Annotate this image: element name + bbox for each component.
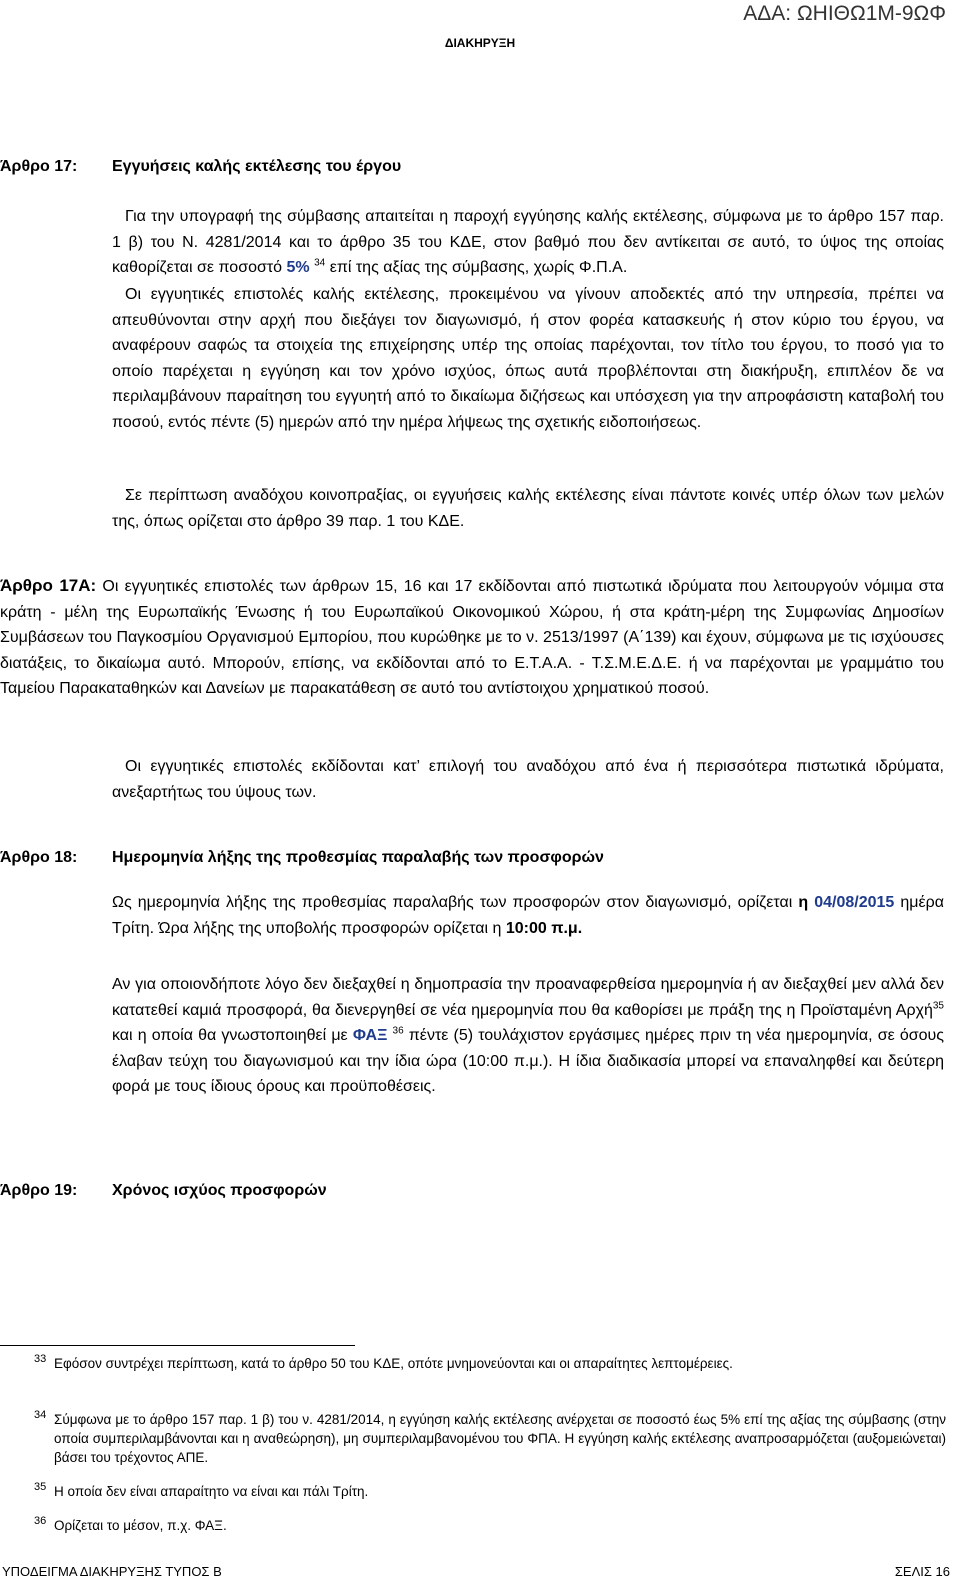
article-17a-paragraph-2: Οι εγγυητικές επιστολές εκδίδονται κατ’ επιλογή του αναδόχου από ένα ή περισσότερα πιστωτικά ιδρύματα, ανεξαρτήτως του ύψους των. bbox=[112, 758, 944, 801]
paragraph-text: ημέρα Τρίτη. Ώρα λήξης της υποβολής προσφορών ορίζεται η bbox=[112, 894, 945, 937]
article-title: Εγγυήσεις καλής εκτέλεσης του έργου bbox=[112, 158, 402, 175]
footnote-number: 33 bbox=[34, 1353, 47, 1365]
header-label: ΔΙΑΚΗΡΥΞΗ bbox=[444, 36, 516, 50]
article-number: Άρθρο 18: bbox=[0, 849, 78, 866]
footnote-divider bbox=[0, 1345, 355, 1346]
paragraph-text: πέντε (5) τουλάχιστον εργάσιμες ημέρες πριν τη νέα ημερομηνία, σε όσους έλαβαν τεύχη του διαγωνισμού και την ίδια ώρα (10:00 π.μ.). Η ίδια διαδικασία μπορεί να επαναληφθεί και δεύτερη φορά με τους ίδιους όρους και προϋποθέσεις. bbox=[112, 1027, 944, 1095]
footnote-text: Η οποία δεν είναι απαραίτητο να είναι και πάλι Τρίτη. bbox=[54, 1484, 369, 1499]
article-number: Άρθρο 19: bbox=[0, 1182, 78, 1199]
footnote-35 bbox=[34, 1482, 946, 1501]
footnote-34 bbox=[34, 1410, 946, 1467]
footnote-number: 35 bbox=[34, 1481, 47, 1493]
footnote-ref: 35 bbox=[932, 1000, 944, 1012]
footnote-33 bbox=[34, 1354, 946, 1373]
article-17-paragraph-2: Οι εγγυητικές επιστολές καλής εκτέλεσης, προκειμένου να γίνουν αποδεκτές από την υπηρεσία, πρέπει να απευθύνονται στην αρχή που διεξάγει τον διαγωνισμό, ή στον φορέα κατασκευής ή στον κύριο του έργου, να αναφέρουν σαφώς τα στοιχεία της επιχείρησης υπέρ της οποίας παρέχονται, τον τίτλο του έργου, το ποσό για το οποίο παρέχεται η εγγύηση και τον χρόνο ισχύος, όπως αυτά προβλέπονται στη διακήρυξη, επιπλέον δε να περιλαμβάνουν παραίτηση του εγγυητή από το δικαίωμα διζήσεως και υπόσχεση για την απροφάσιστη καταβολή του ποσού, εντός πέντε (5) ημερών από την ημέρα λήψεως της σχετικής ειδοποιήσεως. bbox=[112, 286, 944, 431]
footer-document-title: ΥΠΟΔΕΙΓΜΑ ΔΙΑΚΗΡΥΞΗΣ ΤΥΠΟΣ Β bbox=[2, 1564, 222, 1579]
article-17-paragraph-1 bbox=[112, 204, 944, 281]
article-17-paragraph-3: Σε περίπτωση αναδόχου κοινοπραξίας, οι εγγυήσεις καλής εκτέλεσης είναι πάντοτε κοινές υπέρ όλων των μελών της, όπως ορίζεται στο άρθρο 39 παρ. 1 του ΚΔΕ. bbox=[112, 487, 944, 530]
paragraph-text: και η οποία θα γνωστοποιηθεί με bbox=[112, 1027, 348, 1044]
paragraph-text: η bbox=[798, 894, 809, 911]
article-number: Άρθρο 17Α: bbox=[0, 576, 97, 595]
paragraph-text: επί της αξίας της σύμβασης, χωρίς Φ.Π.Α. bbox=[329, 259, 628, 276]
footnote-36 bbox=[34, 1516, 946, 1535]
paragraph-text: Αν για οποιονδήποτε λόγο δεν διεξαχθεί η δημοπρασία την προαναφερθείσα ημερομηνία ή αν διεξαχθεί μεν αλλά δεν κατατεθεί καμιά προσφορά, θα διενεργηθεί σε νέα ημερομηνία που θα καθορίσει με πράξη της η Προϊσταμένη Αρχή bbox=[112, 976, 944, 1019]
article-18-paragraph-1 bbox=[112, 890, 944, 941]
paragraph-text: Ως ημερομηνία λήξης της προθεσμίας παραλαβής των προσφορών στον διαγωνισμό, ορίζεται bbox=[112, 894, 793, 911]
paragraph-text: Για την υπογραφή της σύμβασης απαιτείται η παροχή εγγύησης καλής εκτέλεσης, σύμφωνα με το άρθρο 157 παρ. 1 β) του Ν. 4281/2014 και το άρθρο 35 του ΚΔΕ, στον βαθμό που δεν αντίκειται σε αυτό, το ύψος της οποίας καθορίζεται σε ποσοστό bbox=[112, 208, 944, 276]
article-number: Άρθρο 17: bbox=[0, 158, 78, 175]
footnote-number: 34 bbox=[34, 1409, 47, 1421]
footnote-text: Ορίζεται το μέσον, π.χ. ΦΑΞ. bbox=[54, 1518, 227, 1533]
footer-page-number: ΣΕΛΙΣ 16 bbox=[894, 1564, 950, 1579]
article-title: Χρόνος ισχύος προσφορών bbox=[112, 1182, 327, 1199]
fax-label: ΦΑΞ bbox=[352, 1027, 388, 1044]
footnote-ref: 34 bbox=[314, 257, 326, 269]
article-19-heading bbox=[0, 1182, 327, 1200]
article-18-heading bbox=[0, 849, 604, 867]
article-17-heading bbox=[0, 158, 401, 176]
deadline-time: 10:00 π.μ. bbox=[505, 919, 583, 937]
article-title: Ημερομηνία λήξης της προθεσμίας παραλαβής των προσφορών bbox=[112, 849, 604, 866]
footnote-ref: 36 bbox=[392, 1025, 404, 1037]
percentage-value: 5% bbox=[286, 259, 310, 276]
footnote-number: 36 bbox=[34, 1515, 47, 1527]
paragraph-text: Οι εγγυητικές επιστολές των άρθρων 15, 16 και 17 εκδίδονται από πιστωτικά ιδρύματα που λειτουργούν νόμιμα στα κράτη - μέλη της Ευρωπαϊκής Ένωσης ή του Ευρωπαϊκού Οικονομικού Χώρου, ή στα κράτη-μέρη της Συμφωνίας Δημοσίων Συμβάσεων του Παγκοσμίου Οργανισμού Εμπορίου, που κυρώθηκε με το ν. 2513/1997 (Α΄139) και έχουν, σύμφωνα με τις ισχύουσες διατάξεις, το δικαίωμα αυτό. Μπορούν, επίσης, να εκδίδονται από το Ε.Τ.Α.Α. - Τ.Σ.Μ.Ε.Δ.Ε. ή να παρέχονται με γραμμάτιο του Ταμείου Παρακαταθηκών και Δανείων με παρακατάθεση σε αυτό του αντίστοιχου χρηματικού ποσού. bbox=[0, 578, 944, 697]
ada-code: ΑΔΑ: ΩΗΙΘΩ1Μ-9ΩΦ bbox=[743, 2, 946, 25]
article-18-paragraph-2 bbox=[112, 972, 944, 1100]
footnote-text: Σύμφωνα με το άρθρο 157 παρ. 1 β) του ν. 4281/2014, η εγγύηση καλής εκτέλεσης ανέρχεται σε ποσοστό έως 5% επί της αξίας της σύμβασης (στην οποία συμπεριλαμβάνονται και η αναθεώρηση), μη συμπεριλαμβανομένου του ΦΠΑ. Η εγγύηση καλής εκτέλεσης αναπροσαρμόζεται (αυξομειώνεται) βάσει του τρέχοντος ΑΠΕ. bbox=[54, 1412, 946, 1465]
deadline-date: 04/08/2015 bbox=[814, 894, 895, 911]
footnote-text: Εφόσον συντρέχει περίπτωση, κατά το άρθρο 50 του ΚΔΕ, οπότε μνημονεύονται και οι απαραίτητες λεπτομέρειες. bbox=[54, 1356, 733, 1371]
article-17a-paragraph-1 bbox=[0, 573, 944, 702]
